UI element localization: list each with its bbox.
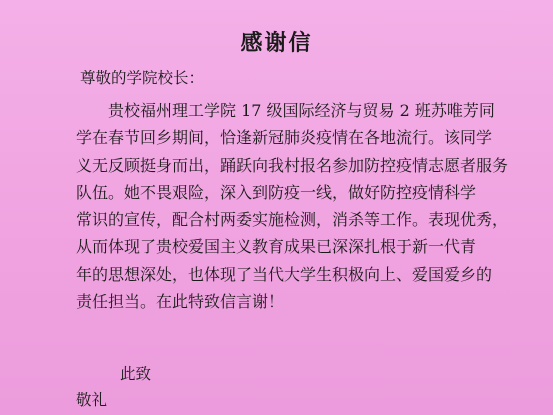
letter-salutation: 尊敬的学院校长：	[80, 69, 205, 87]
body-line: 队伍。她不畏艰险，深入到防疫一线，做好防控疫情科学	[76, 182, 477, 202]
letter-closing-jingli: 敬礼	[76, 391, 108, 409]
body-line: 年的思想深处，也体现了当代大学生积极向上、爱国爱乡的	[76, 264, 493, 284]
body-line: 从而体现了贵校爱国主义教育成果已深深扎根于新一代青	[76, 237, 477, 257]
letter-body	[76, 97, 546, 315]
body-line: 贵校福州理工学院 17 级国际经济与贸易 2 班苏唯芳同	[108, 101, 495, 120]
letter-title: 感谢信	[240, 30, 313, 56]
body-line: 常识的宣传，配合村两委实施检测，消杀等工作。表现优秀，	[76, 210, 509, 230]
body-line: 责任担当。在此特致信言谢！	[76, 292, 285, 312]
letter-closing-cizhi: 此致	[120, 365, 152, 383]
body-line: 义无反顾挺身而出，踊跃向我村报名参加防控疫情志愿者服务	[76, 155, 509, 175]
body-line: 学在春节回乡期间，恰逢新冠肺炎疫情在各地流行。该同学	[76, 128, 493, 148]
